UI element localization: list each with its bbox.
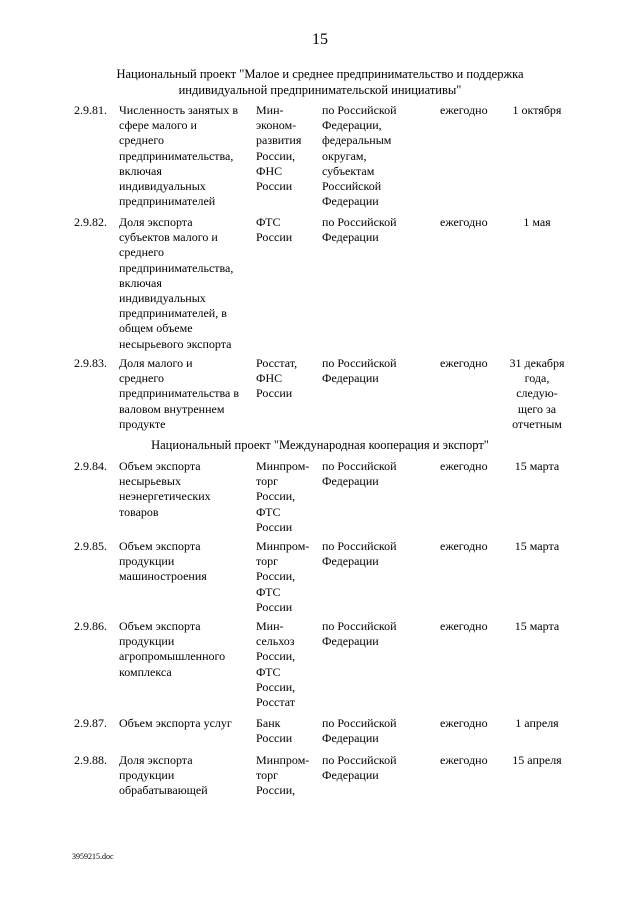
indicator-name-line: агропромышленного bbox=[119, 649, 226, 664]
indicator-name-line: среднего bbox=[119, 245, 164, 260]
indicator-name-line: среднего bbox=[119, 133, 164, 148]
aggregation-level-line: по Российской bbox=[322, 459, 397, 473]
aggregation-level bbox=[322, 356, 436, 386]
deadline-line: 15 марта bbox=[514, 539, 560, 553]
indicator-name bbox=[119, 539, 253, 585]
indicator-name-line: валовом внутреннем bbox=[119, 401, 225, 416]
deadline-line: щего за bbox=[517, 401, 557, 416]
aggregation-level-line: Федерации bbox=[322, 554, 379, 569]
responsible-agency-line: России, bbox=[256, 783, 296, 798]
row-number: 2.9.84. bbox=[74, 459, 107, 473]
deadline-line: следую- bbox=[516, 386, 558, 401]
footer-code: 3959215.doc bbox=[72, 852, 114, 861]
aggregation-level-line: Федерации bbox=[322, 768, 379, 783]
indicator-name-line: Объем экспорта услуг bbox=[119, 716, 232, 730]
responsible-agency-line: Минпром- bbox=[256, 753, 310, 767]
page-number: 15 bbox=[312, 31, 328, 48]
deadline bbox=[504, 459, 570, 474]
responsible-agency-line: эконом- bbox=[256, 118, 297, 133]
indicator-name bbox=[119, 619, 253, 680]
indicator-name-line: несырьевых bbox=[119, 474, 181, 489]
indicator-name bbox=[119, 716, 253, 731]
responsible-agency-line: Минпром- bbox=[256, 539, 310, 553]
aggregation-level-line: Российской bbox=[322, 179, 382, 194]
indicator-name-line: продукции bbox=[119, 634, 175, 649]
indicator-name-line: предпринимателей, в bbox=[119, 306, 227, 321]
responsible-agency-line: торг bbox=[256, 474, 279, 489]
indicator-name-line: продукции bbox=[119, 768, 175, 783]
responsible-agency bbox=[256, 619, 318, 710]
responsible-agency-line: торг bbox=[256, 768, 279, 783]
responsible-agency bbox=[256, 539, 318, 615]
deadline bbox=[504, 103, 570, 118]
responsible-agency bbox=[256, 356, 318, 402]
section-heading-line: Национальный проект "Малое и среднее предпринимательство и поддержка bbox=[116, 67, 524, 81]
responsible-agency-line: России, bbox=[256, 569, 296, 584]
aggregation-level-line: по Российской bbox=[322, 619, 397, 633]
indicator-name-line: продукции bbox=[119, 554, 175, 569]
responsible-agency-line: сельхоз bbox=[256, 634, 295, 649]
periodicity: ежегодно bbox=[440, 753, 488, 767]
responsible-agency-line: России bbox=[256, 731, 293, 746]
indicator-name-line: включая bbox=[119, 275, 162, 290]
responsible-agency-line: России bbox=[256, 230, 293, 245]
indicator-name-line: Доля малого и bbox=[119, 356, 193, 370]
aggregation-level-line: по Российской bbox=[322, 215, 397, 229]
responsible-agency-line: Минпром- bbox=[256, 459, 310, 473]
indicator-name-line: Доля экспорта bbox=[119, 215, 193, 229]
responsible-agency-line: России, bbox=[256, 489, 296, 504]
row-number: 2.9.82. bbox=[74, 215, 107, 229]
aggregation-level-line: Федерации bbox=[322, 371, 379, 386]
responsible-agency-line: ФТС bbox=[256, 664, 281, 679]
indicator-name-line: несырьевого экспорта bbox=[119, 336, 232, 351]
aggregation-level bbox=[322, 753, 436, 783]
indicator-name-line: индивидуальных bbox=[119, 291, 206, 306]
aggregation-level-line: по Российской bbox=[322, 716, 397, 730]
indicator-name-line: предпринимателей bbox=[119, 194, 216, 209]
responsible-agency-line: России bbox=[256, 599, 293, 614]
aggregation-level-line: Федерации bbox=[322, 731, 379, 746]
responsible-agency bbox=[256, 103, 318, 194]
row-number: 2.9.85. bbox=[74, 539, 107, 553]
responsible-agency-line: Мин- bbox=[256, 619, 284, 633]
periodicity: ежегодно bbox=[440, 459, 488, 473]
responsible-agency-line: Мин- bbox=[256, 103, 284, 117]
responsible-agency bbox=[256, 716, 318, 746]
aggregation-level-line: по Российской bbox=[322, 103, 397, 117]
responsible-agency-line: России bbox=[256, 179, 293, 194]
deadline bbox=[504, 539, 570, 554]
aggregation-level-line: Федерации bbox=[322, 474, 379, 489]
periodicity: ежегодно bbox=[440, 539, 488, 553]
indicator-name-line: обрабатывающей bbox=[119, 783, 208, 798]
responsible-agency-line: России bbox=[256, 519, 293, 534]
responsible-agency-line: ФТС bbox=[256, 504, 281, 519]
row-number: 2.9.81. bbox=[74, 103, 107, 117]
responsible-agency-line: ФНС bbox=[256, 163, 283, 178]
indicator-name bbox=[119, 215, 253, 352]
deadline-line: 1 апреля bbox=[515, 716, 559, 730]
indicator-name-line: продукте bbox=[119, 416, 166, 431]
responsible-agency bbox=[256, 459, 318, 535]
deadline bbox=[504, 356, 570, 432]
responsible-agency-line: России, bbox=[256, 148, 296, 163]
section-heading-line: Национальный проект "Международная кооперация и экспорт" bbox=[151, 438, 489, 452]
periodicity: ежегодно bbox=[440, 716, 488, 730]
indicator-name bbox=[119, 103, 253, 209]
periodicity: ежегодно bbox=[440, 356, 488, 370]
aggregation-level-line: по Российской bbox=[322, 356, 397, 370]
indicator-name-line: Численность занятых в bbox=[119, 103, 239, 117]
aggregation-level-line: Федерации bbox=[322, 194, 379, 209]
deadline-line: отчетным bbox=[512, 416, 562, 431]
indicator-name bbox=[119, 753, 253, 799]
deadline-line: 15 апреля bbox=[512, 753, 562, 767]
section-heading bbox=[60, 437, 580, 453]
aggregation-level bbox=[322, 215, 436, 245]
responsible-agency-line: торг bbox=[256, 554, 279, 569]
aggregation-level bbox=[322, 539, 436, 569]
indicator-name bbox=[119, 356, 253, 432]
indicator-name-line: машиностроения bbox=[119, 569, 207, 584]
deadline-line: 1 мая bbox=[523, 215, 551, 229]
indicator-name-line: общем объеме bbox=[119, 321, 193, 336]
responsible-agency-line: Росстат bbox=[256, 695, 295, 710]
responsible-agency-line: ФТС bbox=[256, 584, 281, 599]
responsible-agency-line: Банк bbox=[256, 716, 281, 730]
indicator-name-line: сфере малого и bbox=[119, 118, 197, 133]
row-number: 2.9.86. bbox=[74, 619, 107, 633]
indicator-name-line: неэнергетических bbox=[119, 489, 211, 504]
aggregation-level-line: по Российской bbox=[322, 753, 397, 767]
responsible-agency bbox=[256, 215, 318, 245]
indicator-name-line: среднего bbox=[119, 371, 164, 386]
deadline bbox=[504, 215, 570, 230]
aggregation-level-line: по Российской bbox=[322, 539, 397, 553]
deadline-line: 15 марта bbox=[514, 459, 560, 473]
indicator-name-line: индивидуальных bbox=[119, 179, 206, 194]
row-number: 2.9.88. bbox=[74, 753, 107, 767]
section-heading-line: индивидуальной предпринимательской инициативы" bbox=[178, 83, 462, 97]
responsible-agency-line: Росстат, bbox=[256, 356, 298, 370]
aggregation-level-line: Федерации, bbox=[322, 118, 382, 133]
indicator-name-line: товаров bbox=[119, 504, 159, 519]
responsible-agency-line: России, bbox=[256, 649, 296, 664]
indicator-name bbox=[119, 459, 253, 520]
indicator-name-line: Объем экспорта bbox=[119, 619, 201, 633]
deadline bbox=[504, 753, 570, 768]
indicator-name-line: Доля экспорта bbox=[119, 753, 193, 767]
aggregation-level-line: субъектам bbox=[322, 163, 375, 178]
indicator-name-line: предпринимательства в bbox=[119, 386, 240, 401]
periodicity: ежегодно bbox=[440, 215, 488, 229]
aggregation-level-line: федеральным bbox=[322, 133, 392, 148]
indicator-name-line: комплекса bbox=[119, 664, 172, 679]
responsible-agency-line: России, bbox=[256, 679, 296, 694]
deadline-line: 1 октября bbox=[512, 103, 562, 117]
indicator-name-line: Объем экспорта bbox=[119, 459, 201, 473]
deadline-line: года, bbox=[524, 371, 550, 386]
aggregation-level bbox=[322, 103, 436, 209]
indicator-name-line: субъектов малого и bbox=[119, 230, 218, 245]
aggregation-level-line: Федерации bbox=[322, 230, 379, 245]
indicator-name-line: предпринимательства, bbox=[119, 260, 234, 275]
periodicity: ежегодно bbox=[440, 619, 488, 633]
responsible-agency-line: ФТС bbox=[256, 215, 281, 229]
aggregation-level-line: округам, bbox=[322, 148, 367, 163]
responsible-agency bbox=[256, 753, 318, 799]
deadline-line: 15 марта bbox=[514, 619, 560, 633]
aggregation-level bbox=[322, 459, 436, 489]
responsible-agency-line: ФНС bbox=[256, 371, 283, 386]
section-heading bbox=[60, 66, 580, 98]
responsible-agency-line: развития bbox=[256, 133, 302, 148]
row-number: 2.9.83. bbox=[74, 356, 107, 370]
aggregation-level bbox=[322, 619, 436, 649]
indicator-name-line: Объем экспорта bbox=[119, 539, 201, 553]
deadline bbox=[504, 716, 570, 731]
periodicity: ежегодно bbox=[440, 103, 488, 117]
aggregation-level-line: Федерации bbox=[322, 634, 379, 649]
deadline bbox=[504, 619, 570, 634]
row-number: 2.9.87. bbox=[74, 716, 107, 730]
deadline-line: 31 декабря bbox=[509, 356, 565, 370]
aggregation-level bbox=[322, 716, 436, 746]
indicator-name-line: включая bbox=[119, 163, 162, 178]
responsible-agency-line: России bbox=[256, 386, 293, 401]
indicator-name-line: предпринимательства, bbox=[119, 148, 234, 163]
